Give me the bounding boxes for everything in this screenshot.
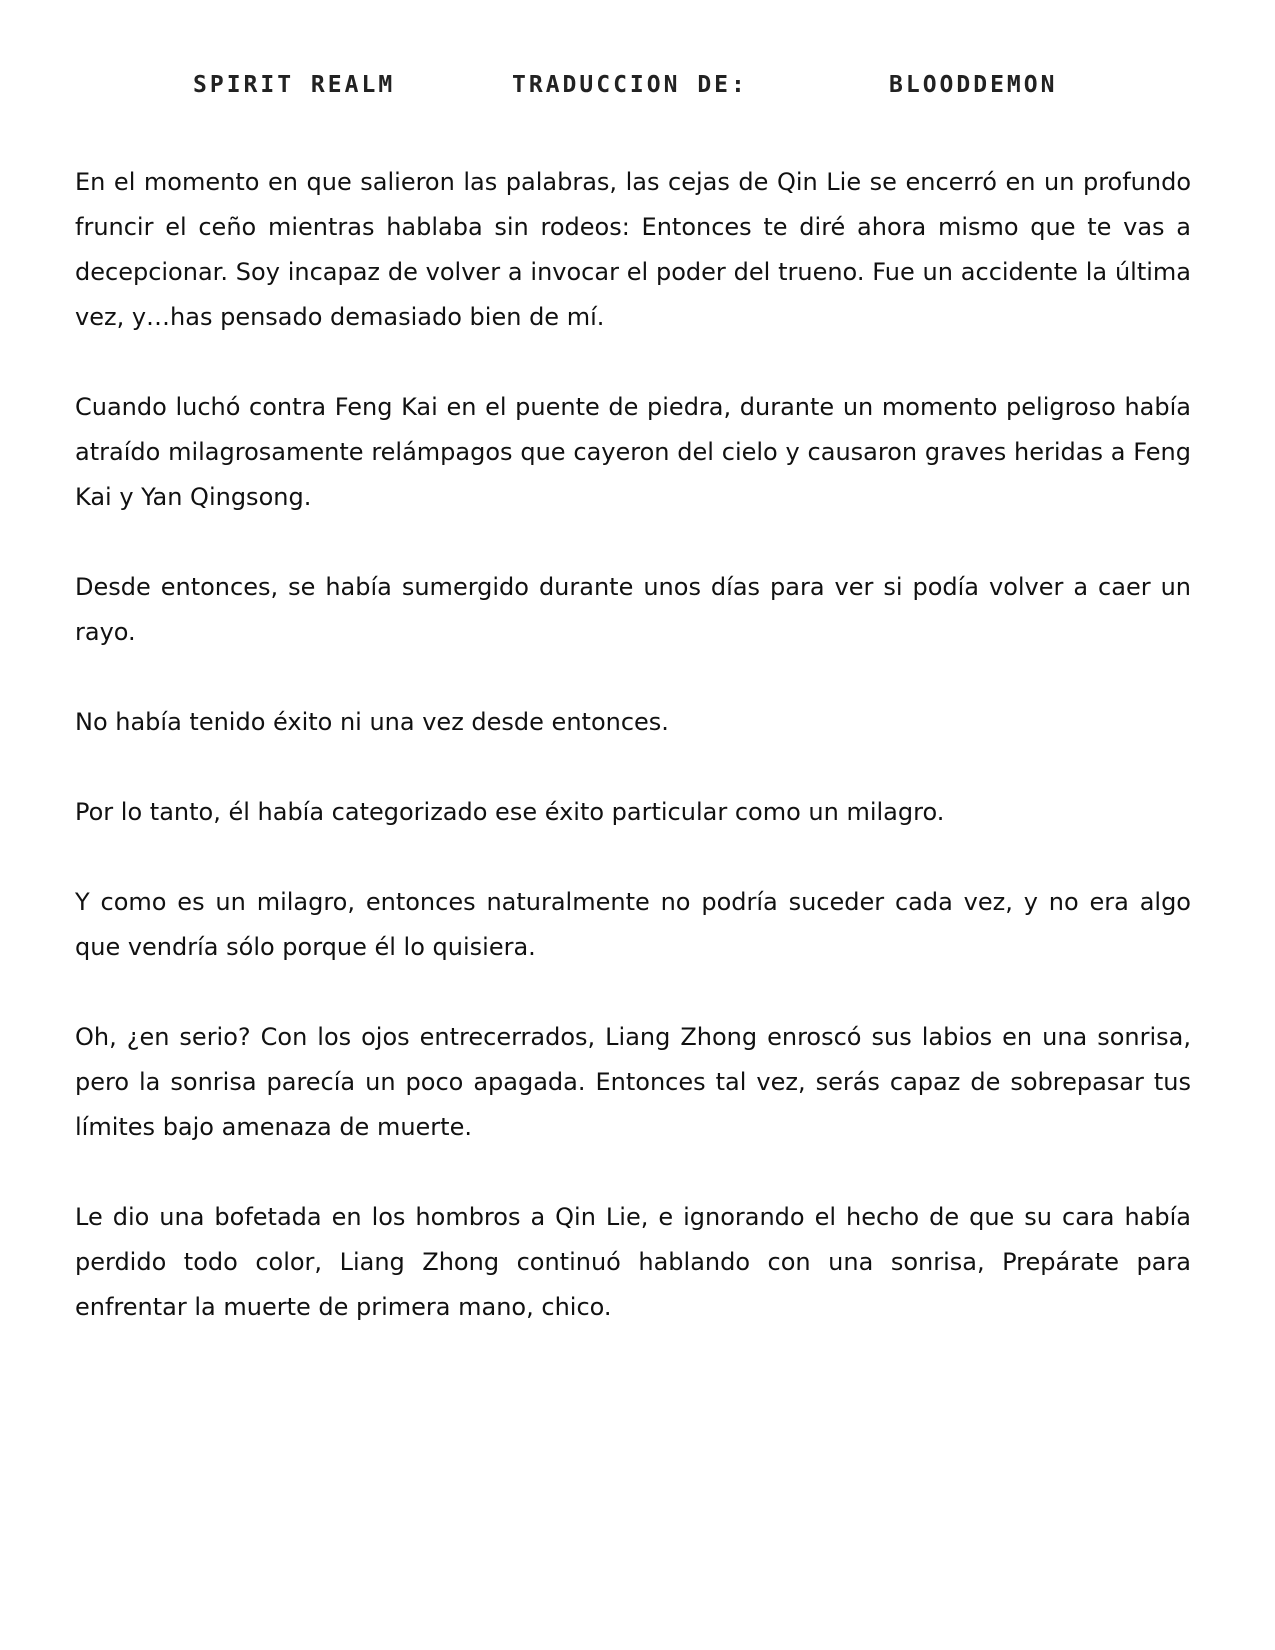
header-translator: BLOODDEMON [889, 72, 1058, 98]
paragraph: Desde entonces, se había sumergido durante unos días para ver si podía volver a caer un rayo. [75, 573, 1191, 646]
document-body [75, 160, 1191, 1375]
paragraph: En el momento en que salieron las palabras, las cejas de Qin Lie se encerró en un profundo fruncir el ceño mientras hablaba sin rodeos: Entonces te diré ahora mismo que te vas a decepcionar. Soy incapaz de volver a invocar el poder del trueno. Fue un accidente la última vez, y…has pensado demasiado bien de mí. [75, 168, 1191, 331]
paragraph: Le dio una bofetada en los hombros a Qin Lie, e ignorando el hecho de que su cara había perdido todo color, Liang Zhong continuó hablando con una sonrisa, Prepárate para enfrentar la muerte de primera mano, chico. [75, 1203, 1191, 1321]
paragraph: Oh, ¿en serio? Con los ojos entrecerrados, Liang Zhong enroscó sus labios en una sonrisa, pero la sonrisa parecía un poco apagada. Entonces tal vez, serás capaz de sobrepasar tus límites bajo amenaza de muerte. [75, 1023, 1191, 1141]
paragraph: No había tenido éxito ni una vez desde entonces. [75, 708, 669, 736]
header-translation-label: TRADUCCION DE: [512, 72, 748, 98]
paragraph: Cuando luchó contra Feng Kai en el puente de piedra, durante un momento peligroso había atraído milagrosamente relámpagos que cayeron del cielo y causaron graves heridas a Feng Kai y Yan Qingsong. [75, 393, 1191, 511]
header-title: SPIRIT REALM [193, 72, 396, 98]
page-header [0, 72, 1275, 112]
paragraph: Por lo tanto, él había categorizado ese éxito particular como un milagro. [75, 798, 945, 826]
paragraph: Y como es un milagro, entonces naturalmente no podría suceder cada vez, y no era algo que vendría sólo porque él lo quisiera. [75, 888, 1191, 961]
